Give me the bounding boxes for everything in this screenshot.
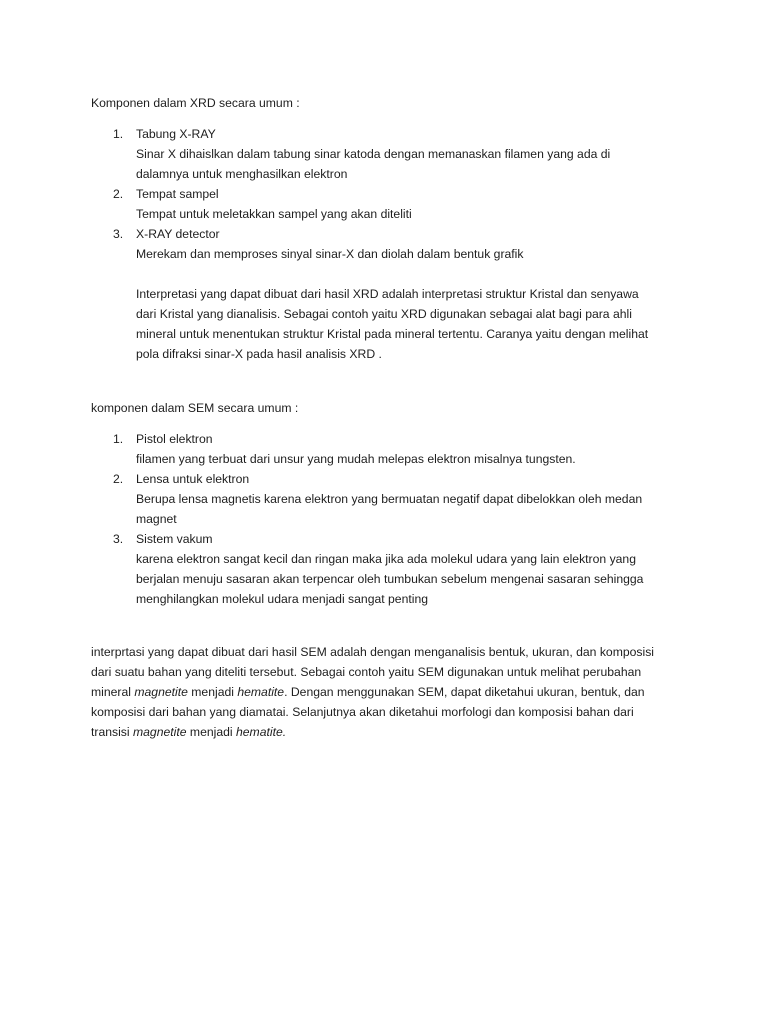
sem-interpretation-text: . Dengan menggunakan SEM, dapat diketahui ukuran, bentuk, dan bbox=[284, 685, 645, 699]
xrd-item-title: X-RAY detector bbox=[136, 227, 220, 241]
sem-item-number: 1. bbox=[113, 432, 124, 446]
sem-item-number: 3. bbox=[113, 532, 124, 546]
xrd-item-number: 1. bbox=[113, 127, 124, 141]
xrd-item-desc: Merekam dan memproses sinyal sinar-X dan diolah dalam bentuk grafik bbox=[136, 247, 524, 261]
sem-item-desc: magnet bbox=[136, 512, 177, 526]
xrd-item-desc: Sinar X dihaislkan dalam tabung sinar katoda dengan memanaskan filamen yang ada di bbox=[136, 147, 611, 161]
sem-interpretation-line: komposisi dari bahan yang diamatai. Selanjutnya akan diketahui morfologi dan komposisi bahan dari bbox=[91, 705, 634, 719]
sem-item-number: 2. bbox=[113, 472, 124, 486]
mineral-name-hematite: hematite bbox=[237, 685, 285, 699]
sem-interpretation-line bbox=[91, 722, 286, 742]
sem-interpretation-line: dari suatu bahan yang diteliti tersebut. Sebagai contoh yaitu SEM digunakan untuk melihat perubahan bbox=[91, 665, 642, 679]
sem-item-desc: karena elektron sangat kecil dan ringan maka jika ada molekul udara yang lain elektron yang bbox=[136, 552, 636, 566]
sem-item-title: Pistol elektron bbox=[136, 432, 213, 446]
mineral-name-hematite: hematite. bbox=[235, 725, 287, 739]
xrd-item-desc: Tempat untuk meletakkan sampel yang akan diteliti bbox=[136, 207, 412, 221]
sem-item-title: Sistem vakum bbox=[136, 532, 213, 546]
xrd-heading: Komponen dalam XRD secara umum : bbox=[91, 96, 300, 110]
xrd-item-title: Tabung X-RAY bbox=[136, 127, 216, 141]
xrd-item-desc: dalamnya untuk menghasilkan elektron bbox=[136, 167, 348, 181]
sem-interpretation-text: menjadi bbox=[187, 685, 238, 699]
sem-item-title: Lensa untuk elektron bbox=[136, 472, 250, 486]
xrd-interpretation-line: Interpretasi yang dapat dibuat dari hasil XRD adalah interpretasi struktur Kristal dan senyawa bbox=[136, 287, 639, 301]
sem-heading: komponen dalam SEM secara umum : bbox=[91, 401, 299, 415]
sem-interpretation-line bbox=[91, 682, 645, 702]
xrd-item-title: Tempat sampel bbox=[136, 187, 219, 201]
xrd-interpretation-line: mineral untuk menentukan struktur Kristal pada mineral tertentu. Caranya yaitu dengan melihat bbox=[136, 327, 649, 341]
sem-interpretation-text: menjadi bbox=[186, 725, 236, 739]
sem-interpretation-line: interprtasi yang dapat dibuat dari hasil SEM adalah dengan menganalisis bentuk, ukuran, dan komposisi bbox=[91, 645, 655, 659]
mineral-name-magnetite: magnetite bbox=[133, 725, 187, 739]
xrd-item-number: 3. bbox=[113, 227, 124, 241]
sem-item-desc: filamen yang terbuat dari unsur yang mudah melepas elektron misalnya tungsten. bbox=[136, 452, 576, 466]
sem-interpretation-text: mineral bbox=[91, 685, 135, 699]
xrd-interpretation-line: dari Kristal yang dianalisis. Sebagai contoh yaitu XRD digunakan sebagai alat bagi para ahli bbox=[136, 307, 632, 321]
sem-interpretation-text: transisi bbox=[91, 725, 133, 739]
xrd-item-number: 2. bbox=[113, 187, 124, 201]
xrd-interpretation-line: pola difraksi sinar-X pada hasil analisis XRD . bbox=[136, 347, 382, 361]
sem-item-desc: menghilangkan molekul udara menjadi sangat penting bbox=[136, 592, 429, 606]
mineral-name-magnetite: magnetite bbox=[134, 685, 188, 699]
sem-item-desc: berjalan menuju sasaran akan terpencar oleh tumbukan sebelum mengenai sasaran sehingga bbox=[136, 572, 644, 586]
sem-item-desc: Berupa lensa magnetis karena elektron yang bermuatan negatif dapat dibelokkan oleh medan bbox=[136, 492, 643, 506]
